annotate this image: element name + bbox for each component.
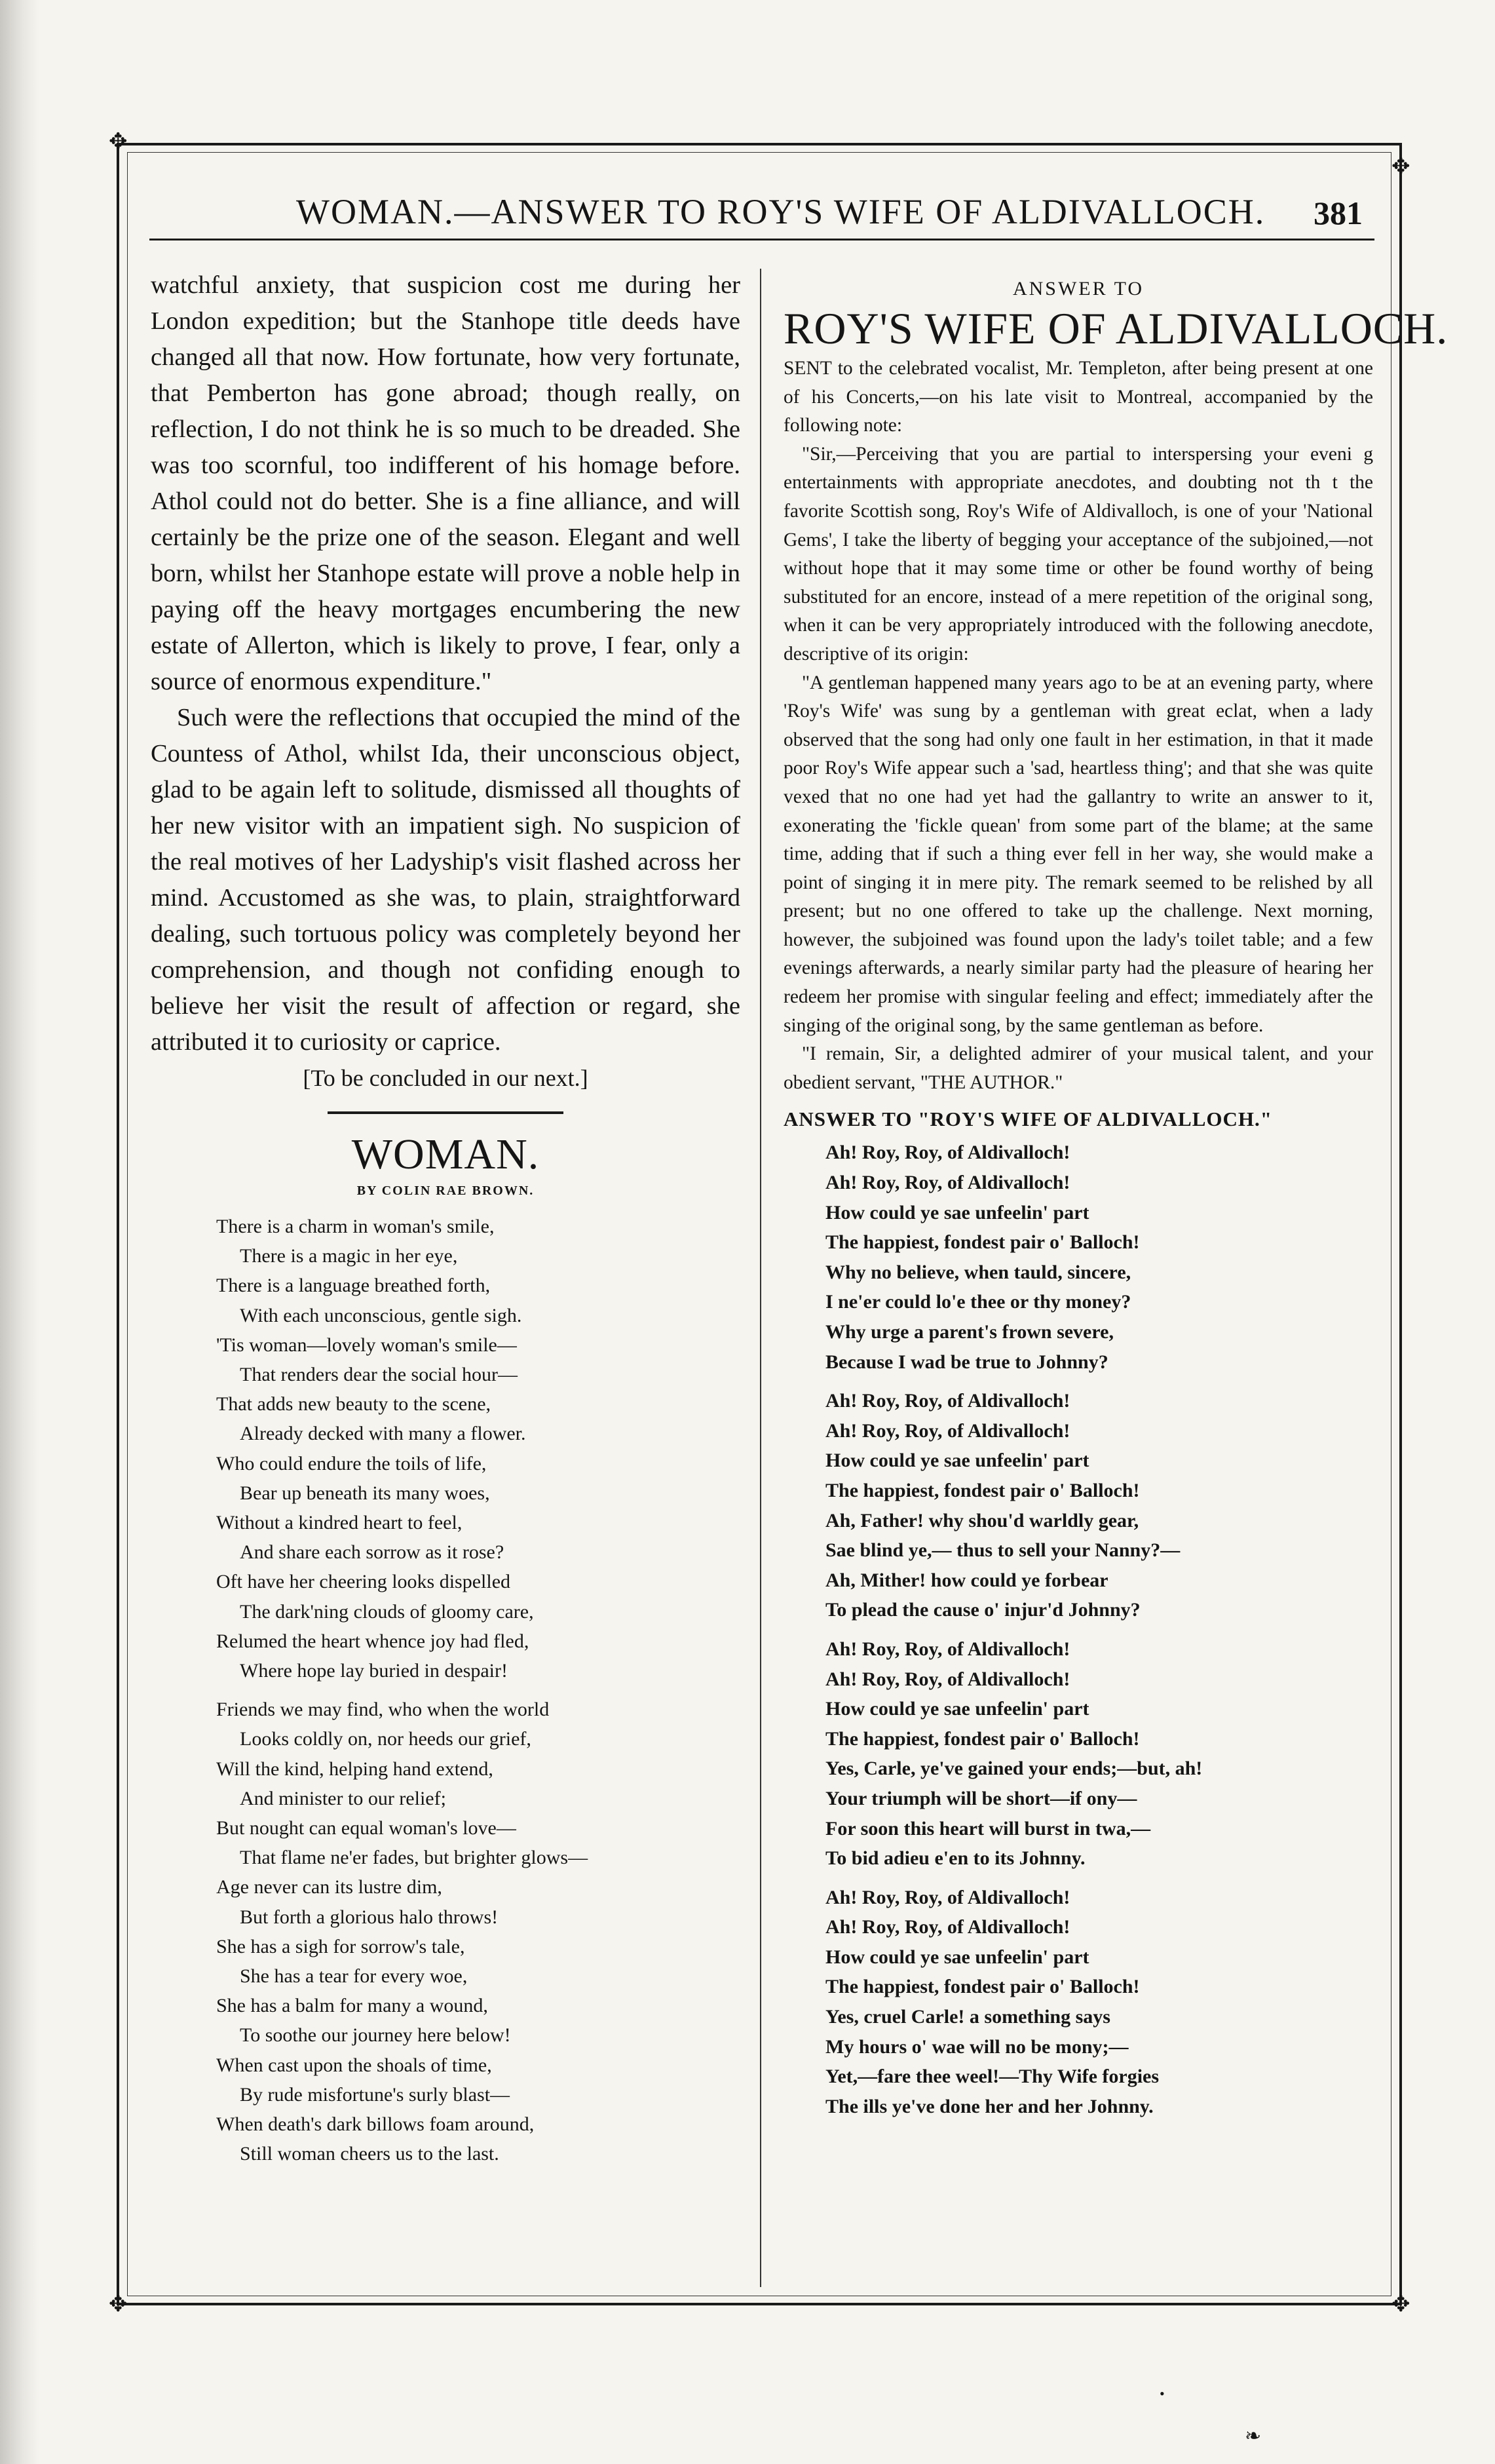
verse-line: To bid adieu e'en to its Johnny. xyxy=(825,1847,1086,1870)
verse-line: Already decked with many a flower. xyxy=(240,1423,526,1445)
verse-line: Yes, cruel Carle! a something says xyxy=(825,2006,1110,2028)
verse-line: The happiest, fondest pair o' Balloch! xyxy=(825,1231,1140,1254)
song xyxy=(784,1138,1373,2121)
verse-line: Ah! Roy, Roy, of Aldivalloch! xyxy=(825,1916,1070,1938)
corner-ornament: ✥ xyxy=(1391,2292,1410,2317)
verse-line: Ah! Roy, Roy, of Aldivalloch! xyxy=(825,1172,1070,1194)
verse-line: How could ye sae unfeelin' part xyxy=(825,1450,1089,1472)
verse-line: Because I wad be true to Johnny? xyxy=(825,1351,1108,1373)
verse-line: Who could endure the toils of life, xyxy=(216,1452,487,1474)
verse-line: My hours o' wae will no be mony;— xyxy=(825,2035,1129,2058)
ink-speck: • xyxy=(1160,2385,1165,2402)
verse-line: When death's dark billows foam around, xyxy=(216,2113,535,2136)
section-rule xyxy=(328,1111,563,1114)
verse-line: Ah! Roy, Roy, of Aldivalloch! xyxy=(825,1419,1070,1442)
verse-line: That renders dear the social hour— xyxy=(240,1364,518,1386)
verse-line: Why urge a parent's frown severe, xyxy=(825,1321,1114,1343)
verse-line: That adds new beauty to the scene, xyxy=(216,1393,491,1415)
verse-line: Will the kind, helping hand extend, xyxy=(216,1758,493,1780)
verse-line: She has a tear for every woe, xyxy=(240,1965,468,1988)
ink-speck: ❧ xyxy=(1245,2425,1262,2447)
verse-line: 'Tis woman—lovely woman's smile— xyxy=(216,1334,517,1356)
verse-line: Oft have her cheering looks dispelled xyxy=(216,1571,511,1593)
verse-line: Ah, Father! why shou'd warldly gear, xyxy=(825,1509,1139,1531)
verse-line: Still woman cheers us to the last. xyxy=(240,2143,499,2165)
running-title: WOMAN.—ANSWER TO ROY'S WIFE OF ALDIVALLOCH. xyxy=(296,192,1266,231)
paragraph: "I remain, Sir, a delighted admirer of your musical talent, and your obedient servant, "THE AUTHOR." xyxy=(784,1043,1373,1093)
verse-line: There is a magic in her eye, xyxy=(240,1245,458,1267)
poem-title: WOMAN. xyxy=(351,1130,540,1178)
answer-to-label: ANSWER TO xyxy=(1012,278,1145,299)
verse-line: Yet,—fare thee weel!—Thy Wife forgies xyxy=(825,2066,1160,2088)
verse-line: She has a balm for many a wound, xyxy=(216,1995,488,2017)
stanza xyxy=(216,1212,740,1685)
continuation-note: [To be concluded in our next.] xyxy=(303,1065,588,1091)
story-continuation xyxy=(151,267,740,1060)
stanza xyxy=(825,1138,1373,1377)
verse-line: For soon this heart will burst in twa,— xyxy=(825,1817,1151,1839)
verse-line: She has a sigh for sorrow's tale, xyxy=(216,1935,465,1957)
verse-line: The happiest, fondest pair o' Balloch! xyxy=(825,1727,1140,1750)
corner-ornament: ✥ xyxy=(1391,155,1410,179)
verse-line: Yes, Carle, ye've gained your ends;—but, ah! xyxy=(825,1758,1203,1780)
verse-line: Your triumph will be short—if ony— xyxy=(825,1787,1137,1809)
paragraph: SENT to the celebrated vocalist, Mr. Templeton, after being present at one of his Concerts,—on his late visit to Montreal, accompanied by the following note: xyxy=(784,358,1373,436)
verse-line: Ah! Roy, Roy, of Aldivalloch! xyxy=(825,1142,1070,1164)
verse-line: To plead the cause o' injur'd Johnny? xyxy=(825,1599,1141,1621)
verse-line: How could ye sae unfeelin' part xyxy=(825,1698,1089,1720)
stanza xyxy=(825,1634,1373,1874)
verse-line: Ah, Mither! how could ye forbear xyxy=(825,1569,1108,1591)
verse-line: Ah! Roy, Roy, of Aldivalloch! xyxy=(825,1638,1070,1660)
verse-line: Ah! Roy, Roy, of Aldivalloch! xyxy=(825,1668,1070,1690)
paragraph: Such were the reflections that occupied the mind of the Countess of Athol, whilst Ida, their unconscious object, glad to be again left to solitude, dismissed all thoughts of her new visitor with an impatient sigh. No suspicion of the real motives of her Ladyship's visit flashed across her mind. Accustomed as she was, to plain, straightforward dealing, such tortuous policy was completely beyond her comprehension, and though not confiding enough to believe her visit the result of affection or regard, she attributed it to curiosity or caprice. xyxy=(151,704,740,1056)
verse-line: Sae blind ye,— thus to sell your Nanny?— xyxy=(825,1539,1181,1562)
corner-ornament: ✥ xyxy=(109,130,128,154)
song-heading: ANSWER TO "ROY'S WIFE OF ALDIVALLOCH." xyxy=(784,1107,1272,1131)
verse-line: Looks coldly on, nor heeds our grief, xyxy=(240,1728,531,1750)
verse-line: Ah! Roy, Roy, of Aldivalloch! xyxy=(825,1886,1070,1908)
verse-line: Age never can its lustre dim, xyxy=(216,1876,442,1898)
page-number: 381 xyxy=(1314,195,1363,231)
verse-line: When cast upon the shoals of time, xyxy=(216,2054,492,2076)
running-header xyxy=(131,185,1363,241)
corner-ornament: ✥ xyxy=(109,2292,128,2317)
verse-line: Why no believe, when tauld, sincere, xyxy=(825,1261,1131,1283)
verse-line: With each unconscious, gentle sigh. xyxy=(240,1304,522,1326)
article-title: ROY'S WIFE OF ALDIVALLOCH. xyxy=(784,303,1448,353)
verse-line: Relumed the heart whence joy had fled, xyxy=(216,1630,529,1652)
verse-line: To soothe our journey here below! xyxy=(240,2024,511,2047)
poem xyxy=(151,1212,740,2169)
stanza xyxy=(216,1695,740,2168)
verse-line: The ills ye've done her and her Johnny. xyxy=(825,2095,1154,2117)
left-column xyxy=(151,267,740,2178)
verse-line: Bear up beneath its many woes, xyxy=(240,1482,490,1504)
verse-line: That flame ne'er fades, but brighter glows— xyxy=(240,1847,588,1869)
verse-line: The happiest, fondest pair o' Balloch! xyxy=(825,1976,1140,1998)
verse-line: There is a language breathed forth, xyxy=(216,1275,491,1297)
paragraph: "Sir,—Perceiving that you are partial to interspersing your eveni g entertainments with appropriate anecdotes, and doubting not th t the favorite Scottish song, Roy's Wife of Aldivalloch, is one of your 'National Gems', I take the liberty of begging your acceptance of the subjoined,—not without hope that it may some time or other be found worthy of being substituted for an encore, instead of a mere repetition of the original song, when it can be very appropriately introduced with the following anecdote, descriptive of its origin: xyxy=(784,443,1373,664)
column-divider xyxy=(760,269,761,2287)
verse-line: Friends we may find, who when the world xyxy=(216,1699,550,1721)
verse-line: But forth a glorious halo throws! xyxy=(240,1906,499,1928)
verse-line: And minister to our relief; xyxy=(240,1787,446,1809)
verse-line: How could ye sae unfeelin' part xyxy=(825,1201,1089,1223)
paragraph: watchful anxiety, that suspicion cost me during her London expedition; but the Stanhope title deeds have changed all that now. How fortunate, how very fortunate, that Pemberton has gone abroad; though really, on reflection, I do not think he is so much to be dreaded. She was too scornful, too indifferent of his homage before. Athol could not do better. She is a fine alliance, and will certainly be the prize one of the season. Elegant and well born, whilst her Stanhope estate will prove a noble help in paying off the heavy mortgages encumbering the new estate of Allerton, which is likely to prove, I fear, only a source of enormous expenditure." xyxy=(151,271,740,695)
verse-line: I ne'er could lo'e thee or thy money? xyxy=(825,1291,1131,1313)
verse-line: But nought can equal woman's love— xyxy=(216,1817,516,1839)
verse-line: The happiest, fondest pair o' Balloch! xyxy=(825,1479,1140,1501)
stanza xyxy=(825,1386,1373,1625)
header-rule xyxy=(149,239,1374,241)
verse-line: The dark'ning clouds of gloomy care, xyxy=(240,1600,534,1623)
verse-line: And share each sorrow as it rose? xyxy=(240,1541,504,1564)
stanza xyxy=(825,1883,1373,2122)
verse-line: How could ye sae unfeelin' part xyxy=(825,1946,1089,1968)
verse-line: Where hope lay buried in despair! xyxy=(240,1660,508,1682)
verse-line: Without a kindred heart to feel, xyxy=(216,1512,463,1534)
right-column xyxy=(784,274,1448,2130)
verse-line: There is a charm in woman's smile, xyxy=(216,1216,495,1237)
poem-byline: BY COLIN RAE BROWN. xyxy=(356,1184,535,1198)
paragraph: "A gentleman happened many years ago to be at an evening party, where 'Roy's Wife' was sung by a gentleman with great eclat, when a lady observed that the song had only one fault in her estimation, in that it made poor Roy's Wife appear such a 'sad, heartless thing'; and that she was quite vexed that no one had yet had the gallantry to write an answer to it, exonerating the 'fickle quean' from some part of the blame; at the same time, adding that if such a thing ever fell in her way, she would make a point of singing it in mere pity. The remark seemed to be relished by all present; but no one offered to take up the challenge. Next morning, however, the subjoined was found upon the lady's toilet table; and a few evenings afterwards, a nearly similar party had the pleasure of hearing her redeem her promise with singular feeling and effect; immediately after the singing of the original song, by the same gentleman as before. xyxy=(784,672,1373,1036)
page-edge-shadow xyxy=(0,0,39,2464)
verse-line: By rude misfortune's surly blast— xyxy=(240,2083,510,2106)
verse-line: Ah! Roy, Roy, of Aldivalloch! xyxy=(825,1390,1070,1412)
